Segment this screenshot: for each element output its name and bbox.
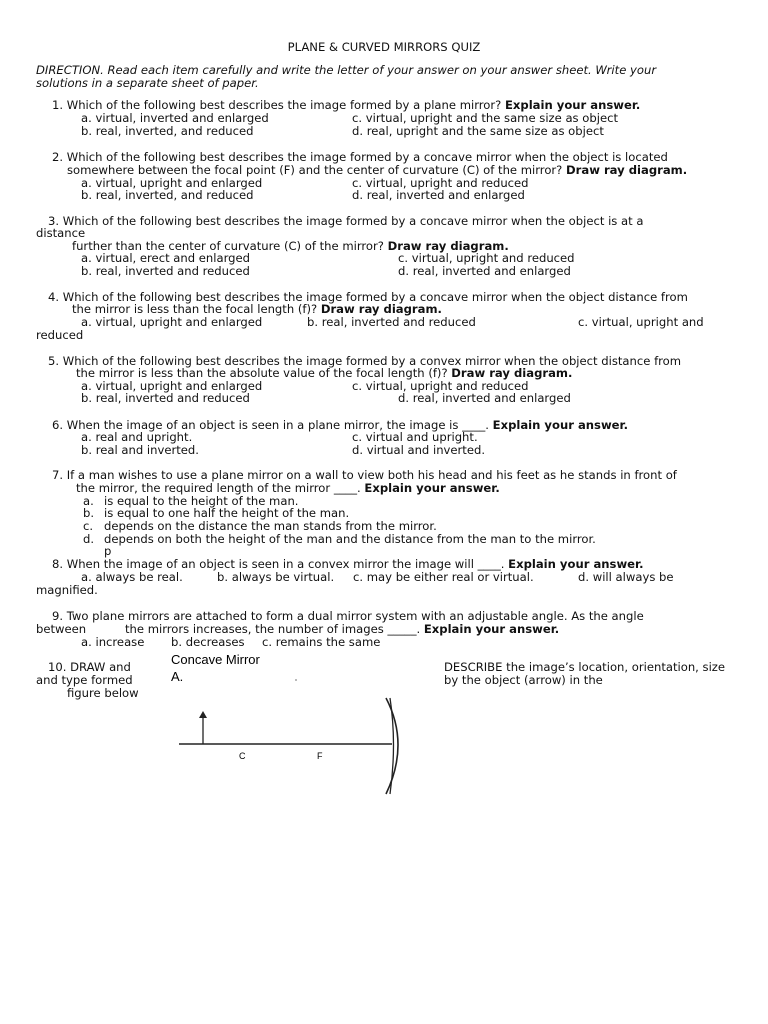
q2-option-b: b. real, inverted, and reduced bbox=[81, 188, 254, 202]
q7-instruction: Explain your answer. bbox=[364, 481, 500, 495]
q10-left-2: and type formed bbox=[36, 673, 133, 687]
q8-option-d: d. will always be bbox=[578, 570, 674, 584]
q6-option-b: b. real and inverted. bbox=[81, 443, 199, 457]
q10-right-2: by the object (arrow) in the bbox=[444, 673, 603, 687]
q2-option-a: a. virtual, upright and enlarged bbox=[81, 176, 263, 190]
q5-instruction: Draw ray diagram. bbox=[451, 366, 573, 380]
q1-option-a: a. virtual, inverted and enlarged bbox=[81, 111, 269, 125]
label-focal-point: F bbox=[317, 751, 323, 761]
q7-option-d-letter: d. bbox=[83, 532, 95, 546]
q1-stem: 1. Which of the following best describes the image formed by a plane mirror? Explain your answer. bbox=[52, 98, 641, 112]
quiz-title: PLANE & CURVED MIRRORS QUIZ bbox=[287, 40, 481, 54]
q9-stem-2a: between bbox=[36, 622, 87, 636]
q3-option-d: d. real, inverted and enlarged bbox=[398, 264, 571, 278]
q9-option-c: c. remains the same bbox=[262, 635, 381, 649]
q2-option-d: d. real, inverted and enlarged bbox=[352, 188, 525, 202]
q7-option-a: is equal to the height of the man. bbox=[104, 494, 299, 508]
q3-stem-1: 3. Which of the following best describes the image formed by a concave mirror when the object is at a bbox=[48, 214, 644, 228]
q3-stem-2: further than the center of curvature (C) of the mirror? Draw ray diagram. bbox=[72, 239, 509, 253]
label-center-of-curvature: C bbox=[239, 751, 246, 761]
q6-option-a: a. real and upright. bbox=[81, 430, 193, 444]
q4-option-a: a. virtual, upright and enlarged bbox=[81, 315, 263, 329]
q8-option-a: a. always be real. bbox=[81, 570, 183, 584]
q6-stem: 6. When the image of an object is seen in a plane mirror, the image is ____. Explain your answer. bbox=[52, 418, 628, 432]
q8-instruction: Explain your answer. bbox=[508, 557, 644, 571]
q2-option-c: c. virtual, upright and reduced bbox=[352, 176, 529, 190]
q6-option-d: d. virtual and inverted. bbox=[352, 443, 486, 457]
q4-option-c: c. virtual, upright and bbox=[578, 315, 704, 329]
direction-line-2: solutions in a separate sheet of paper. bbox=[36, 76, 259, 90]
q7-option-b: is equal to one half the height of the man. bbox=[104, 506, 350, 520]
q1-instruction: Explain your answer. bbox=[505, 98, 641, 112]
q8-option-d-cont: magnified. bbox=[36, 583, 98, 597]
q7-stray-mark: p bbox=[104, 544, 112, 558]
q6-instruction: Explain your answer. bbox=[492, 418, 628, 432]
q2-stem-2: somewhere between the focal point (F) and the center of curvature (C) of the mirror? Draw ray diagram. bbox=[67, 163, 688, 177]
q6-option-c: c. virtual and upright. bbox=[352, 430, 478, 444]
figure-title: Concave Mirror bbox=[171, 652, 260, 667]
q7-option-c: depends on the distance the man stands from the mirror. bbox=[104, 519, 437, 533]
q5-stem-2: the mirror is less than the absolute value of the focal length (f)? Draw ray diagram. bbox=[76, 366, 573, 380]
q7-stem-2: the mirror, the required length of the mirror ____. Explain your answer. bbox=[76, 481, 500, 495]
q3-option-a: a. virtual, erect and enlarged bbox=[81, 251, 251, 265]
q4-option-b: b. real, inverted and reduced bbox=[307, 315, 476, 329]
q8-stem: 8. When the image of an object is seen in a convex mirror the image will ____. Explain your answer. bbox=[52, 557, 644, 571]
q9-option-a: a. increase bbox=[81, 635, 145, 649]
q8-option-c: c. may be either real or virtual. bbox=[353, 570, 534, 584]
q4-option-c-cont: reduced bbox=[36, 328, 84, 342]
q7-option-b-letter: b. bbox=[83, 506, 95, 520]
q9-option-b: b. decreases bbox=[171, 635, 245, 649]
q7-option-c-letter: c. bbox=[83, 519, 94, 533]
figure-sub-label: A. bbox=[171, 669, 184, 684]
concave-mirror-figure bbox=[170, 652, 420, 826]
q2-instruction: Draw ray diagram. bbox=[566, 163, 688, 177]
q10-left-1: 10. DRAW and bbox=[48, 660, 131, 674]
q9-stem-1: 9. Two plane mirrors are attached to form a dual mirror system with an adjustable angle. As the angle bbox=[52, 609, 644, 623]
q5-option-b: b. real, inverted and reduced bbox=[81, 391, 250, 405]
q4-stem-2: the mirror is less than the focal length (f)? Draw ray diagram. bbox=[72, 302, 442, 316]
direction-line-1: DIRECTION. Read each item carefully and write the letter of your answer on your answer sheet. Write your bbox=[36, 63, 657, 77]
q1-option-b: b. real, inverted, and reduced bbox=[81, 124, 254, 138]
q3-instruction: Draw ray diagram. bbox=[387, 239, 509, 253]
q5-option-c: c. virtual, upright and reduced bbox=[352, 379, 529, 393]
q7-option-a-letter: a. bbox=[83, 494, 94, 508]
q4-stem-1: 4. Which of the following best describes the image formed by a concave mirror when the object distance from bbox=[48, 290, 688, 304]
q9-stem-2b: the mirrors increases, the number of images _____. Explain your answer. bbox=[125, 622, 560, 636]
q1-option-c: c. virtual, upright and the same size as object bbox=[352, 111, 619, 125]
q3-stem-1b: distance bbox=[36, 226, 86, 240]
q2-stem-1: 2. Which of the following best describes the image formed by a concave mirror when the object is located bbox=[52, 150, 668, 164]
q5-stem-1: 5. Which of the following best describes the image formed by a convex mirror when the object distance from bbox=[48, 354, 682, 368]
object-arrow-head bbox=[199, 711, 207, 718]
q5-option-a: a. virtual, upright and enlarged bbox=[81, 379, 263, 393]
scan-speck bbox=[295, 679, 297, 681]
q1-option-d: d. real, upright and the same size as object bbox=[352, 124, 604, 138]
q7-option-d: depends on both the height of the man and the distance from the man to the mirror. bbox=[104, 532, 596, 546]
q9-instruction: Explain your answer. bbox=[423, 622, 560, 636]
q10-right-1: DESCRIBE the image’s location, orientation, size bbox=[444, 660, 726, 674]
q5-option-d: d. real, inverted and enlarged bbox=[398, 391, 571, 405]
q7-stem-1: 7. If a man wishes to use a plane mirror on a wall to view both his head and his feet as he stands in front of bbox=[52, 468, 677, 482]
q3-option-b: b. real, inverted and reduced bbox=[81, 264, 250, 278]
q8-option-b: b. always be virtual. bbox=[217, 570, 335, 584]
q4-instruction: Draw ray diagram. bbox=[320, 302, 442, 316]
q3-option-c: c. virtual, upright and reduced bbox=[398, 251, 575, 265]
q10-left-3: figure below bbox=[67, 686, 139, 700]
